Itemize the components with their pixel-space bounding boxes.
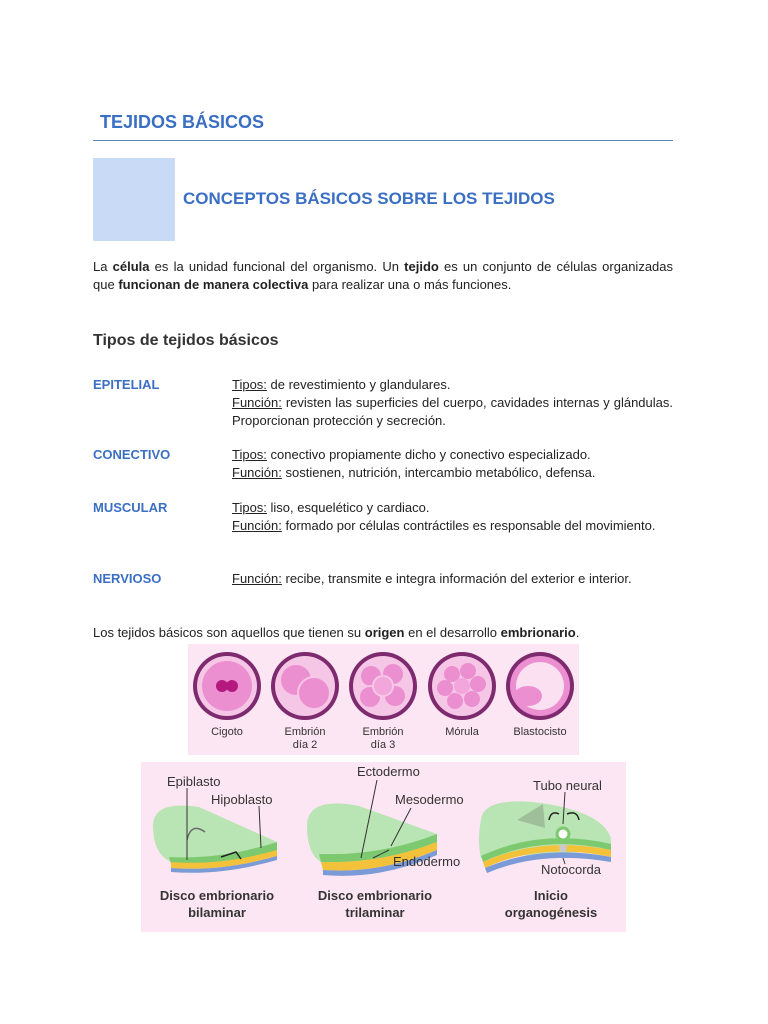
tissue-name: MUSCULAR: [93, 500, 168, 515]
label-mesodermo: Mesodermo: [395, 792, 464, 807]
tissue-nervioso: [93, 570, 673, 588]
tissue-conectivo: [93, 446, 673, 482]
tissue-name: NERVIOSO: [93, 571, 162, 586]
morula-illustration: [428, 652, 496, 720]
tissue-name: EPITELIAL: [93, 377, 160, 392]
stage-label: día 2: [292, 739, 318, 751]
stage-label: Embrión: [284, 726, 326, 738]
section-title: CONCEPTOS BÁSICOS SOBRE LOS TEJIDOS: [183, 189, 555, 208]
embryonic-disc-figure: [141, 762, 626, 932]
tissue-description: Tipos: liso, esquelético y cardiaco. Función: formado por células contráctiles es responsable del movimiento.: [232, 500, 656, 533]
tissue-muscular: [93, 499, 673, 535]
caption-trilaminar: trilaminar: [345, 905, 405, 920]
intro-paragraph: La célula es la unidad funcional del organismo. Un tejido es un conjunto de células organizadas que funcionan de manera colectiva para realizar una o más funciones.: [93, 259, 674, 292]
tissue-types-heading: Tipos de tejidos básicos: [93, 332, 279, 349]
embrion-dia-3-illustration: [349, 652, 417, 720]
caption-trilaminar: Disco embrionario: [317, 888, 433, 903]
title-divider: [93, 140, 673, 141]
caption-bilaminar: bilaminar: [188, 905, 246, 920]
caption-organogenesis: organogénesis: [504, 905, 598, 920]
tissue-epitelial: [93, 376, 673, 430]
origin-paragraph: Los tejidos básicos son aquellos que tienen su origen en el desarrollo embrionario.: [93, 625, 580, 640]
stage-label: Blastocisto: [513, 726, 567, 738]
tissue-description: Función: recibe, transmite e integra información del exterior e interior.: [232, 571, 632, 586]
section-marker-box: [93, 158, 175, 241]
label-endodermo: Endodermo: [393, 854, 461, 869]
tissue-name: CONECTIVO: [93, 447, 171, 462]
stage-label: Cigoto: [211, 726, 243, 738]
tissue-description: Tipos: conectivo propiamente dicho y conectivo especializado. Función: sostienen, nutrición, intercambio metabólico, defensa.: [232, 447, 596, 480]
embrion-dia-2-illustration: [271, 652, 339, 720]
stage-label: día 3: [370, 739, 396, 751]
bilaminar-disc-illustration: [153, 806, 277, 873]
label-notocorda: Notocorda: [541, 862, 601, 877]
embryo-stages-figure: [188, 644, 579, 755]
label-epiblasto: Epiblasto: [167, 774, 221, 789]
cigoto-illustration: [193, 652, 261, 720]
page-title: TEJIDOS BÁSICOS: [100, 112, 265, 132]
tissue-description: Tipos: de revestimiento y glandulares. Función: revisten las superficies del cuerpo, cavidades internas y glándulas. Proporcionan protección y secreción.: [232, 377, 673, 428]
label-hipoblasto: Hipoblasto: [211, 792, 273, 807]
blastocisto-illustration: [506, 652, 574, 720]
stage-label: Mórula: [445, 726, 479, 738]
stage-label: Embrión: [362, 726, 404, 738]
label-tubo-neural: Tubo neural: [533, 778, 602, 793]
label-ectodermo: Ectodermo: [357, 764, 420, 779]
caption-bilaminar: Disco embrionario: [159, 888, 275, 903]
caption-organogenesis: Inicio: [534, 888, 568, 903]
